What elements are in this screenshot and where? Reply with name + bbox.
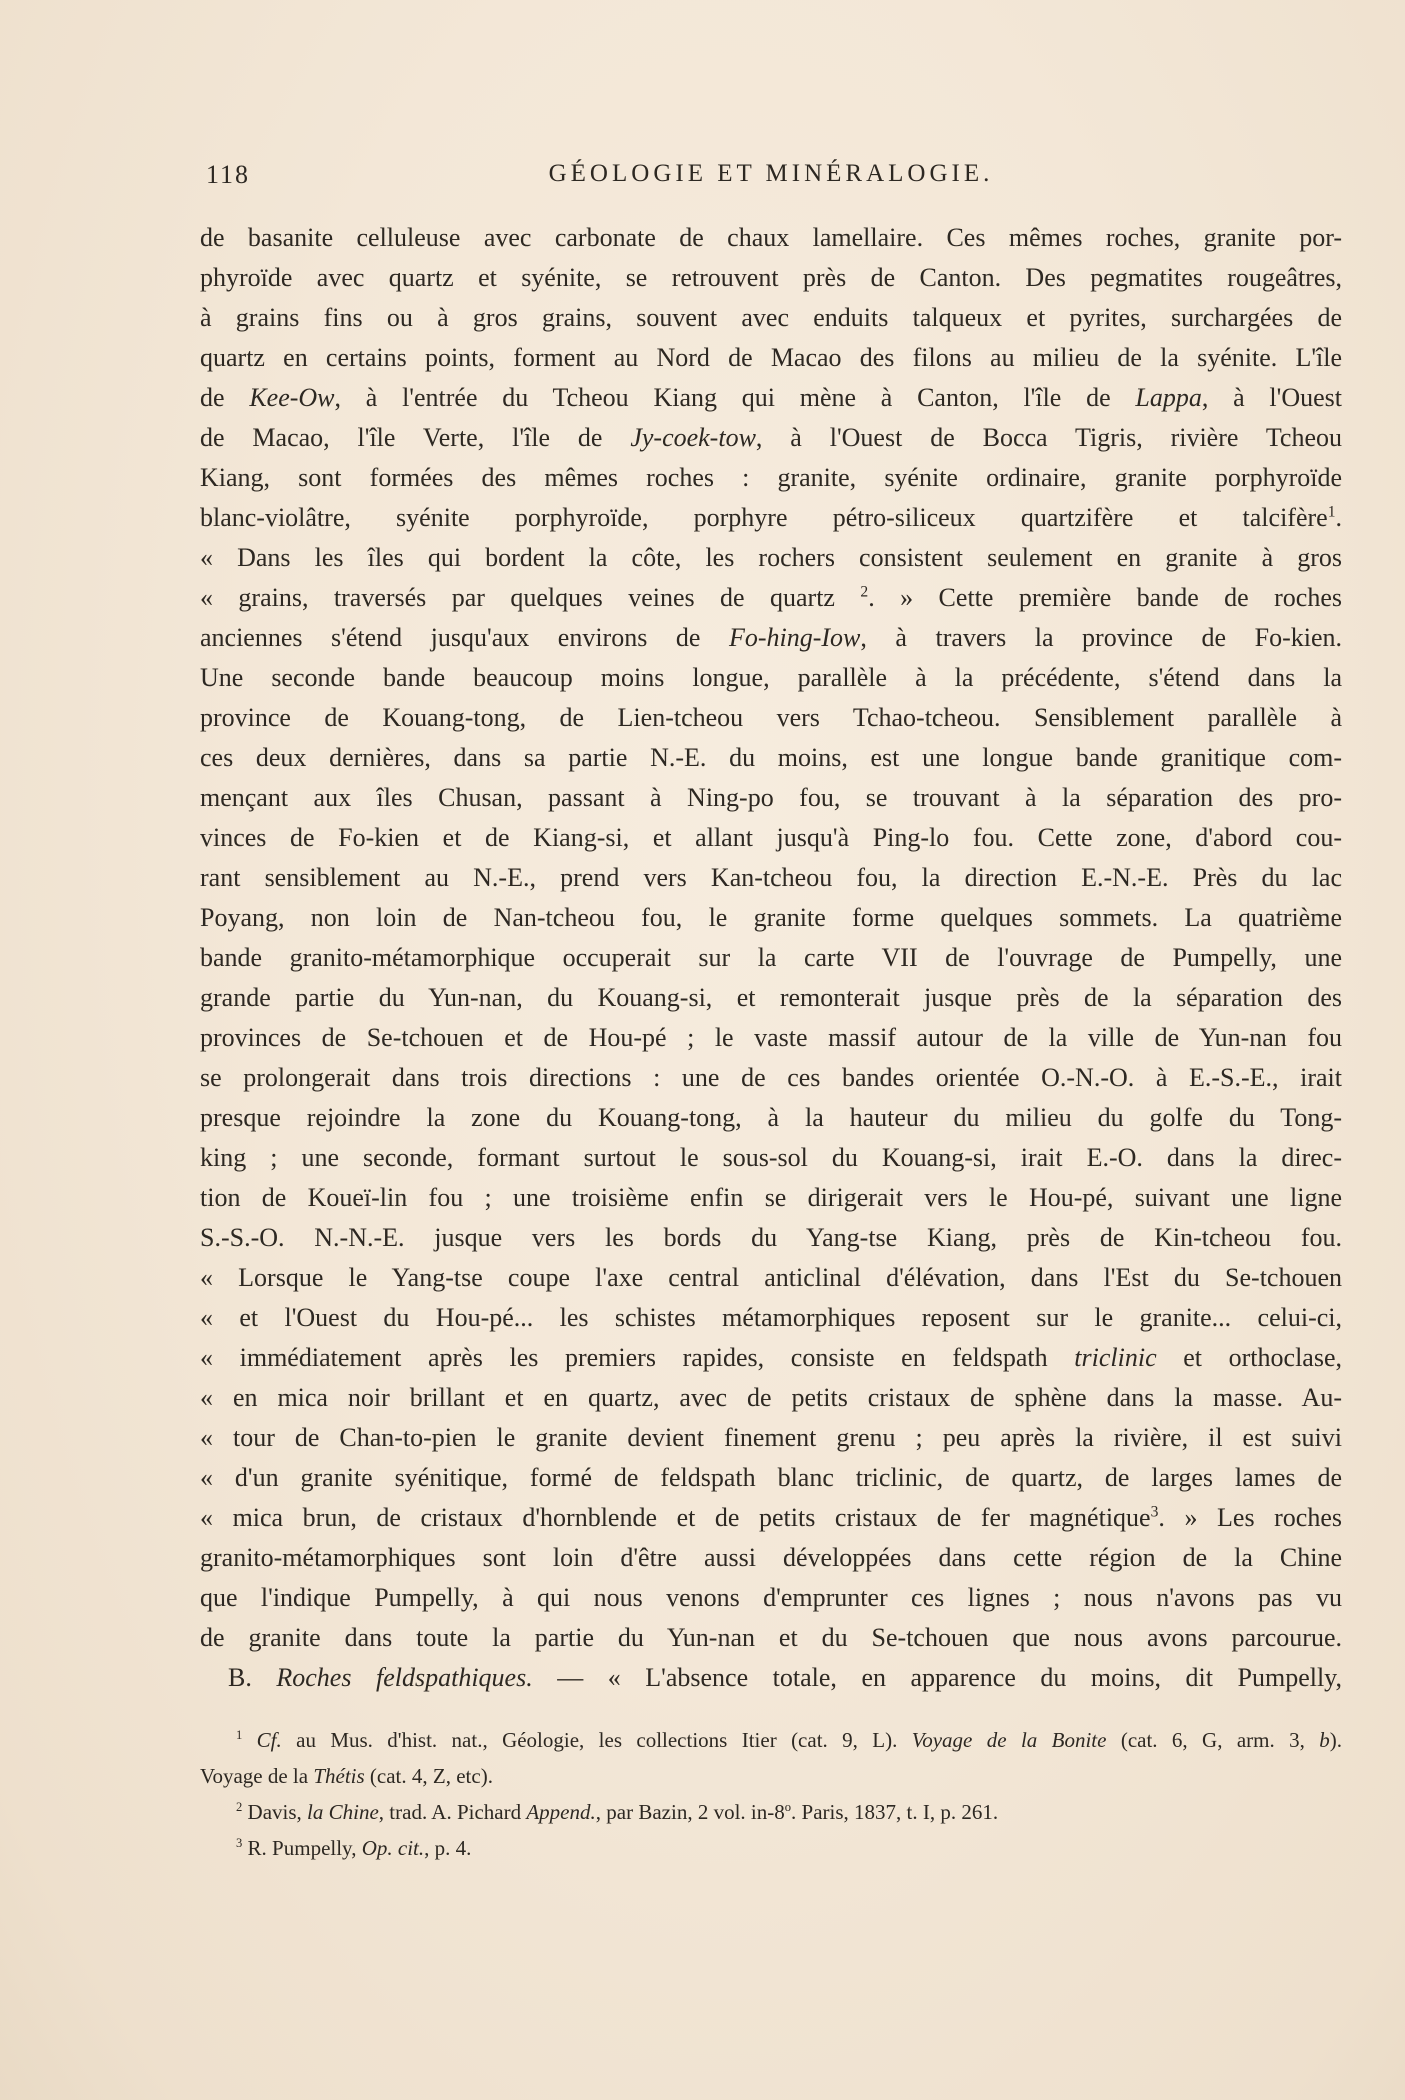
body-text-line bbox=[200, 1138, 1342, 1178]
footnote-reference: 3 bbox=[1150, 1503, 1159, 1521]
text-segment: à grains fins ou à gros grains, souvent avec enduits talqueux et pyrites, surchargées de bbox=[200, 303, 1342, 332]
body-text bbox=[200, 218, 1342, 1698]
text-segment: Jy-coek-tow bbox=[630, 423, 756, 452]
text-segment: province de Kouang-tong, de Lien-tcheou vers Tchao-tcheou. Sensiblement parallèle à bbox=[200, 703, 1342, 732]
body-text-line bbox=[200, 378, 1342, 418]
text-segment: Voyage de la bbox=[200, 1764, 314, 1788]
body-text-line bbox=[200, 418, 1342, 458]
text-segment: ces deux dernières, dans sa partie N.-E. du moins, est une longue bande granitique com- bbox=[200, 743, 1342, 772]
body-text-line bbox=[200, 1458, 1342, 1498]
text-segment: , à l'Ouest bbox=[1201, 383, 1342, 412]
text-segment: « et l'Ouest du Hou-pé... les schistes métamorphiques reposent sur le granite... celui-ci, bbox=[200, 1303, 1342, 1332]
body-text-line bbox=[200, 538, 1342, 578]
text-segment: « en mica noir brillant et en quartz, avec de petits cristaux de sphène dans la masse. Au- bbox=[200, 1383, 1342, 1412]
text-segment: R. Pumpelly, bbox=[242, 1836, 362, 1860]
text-segment: la Chine bbox=[307, 1800, 379, 1824]
body-text-line bbox=[200, 1058, 1342, 1098]
body-text-line bbox=[200, 338, 1342, 378]
footnotes bbox=[200, 1722, 1342, 1866]
text-segment: et orthoclase, bbox=[1156, 1343, 1342, 1372]
text-segment: Fo-hing-Iow bbox=[728, 623, 861, 652]
text-segment: , par Bazin, 2 vol. in-8 bbox=[595, 1800, 785, 1824]
text-segment: (cat. 4, Z, etc). bbox=[364, 1764, 493, 1788]
text-segment: Lappa bbox=[1135, 383, 1202, 412]
text-segment: « Lorsque le Yang-tse coupe l'axe central anticlinal d'élévation, dans l'Est du Se-tchouen bbox=[200, 1263, 1342, 1292]
text-segment: « tour de Chan-to-pien le granite devient finement grenu ; peu après la rivière, il est suivi bbox=[200, 1423, 1342, 1452]
body-text-line bbox=[200, 298, 1342, 338]
text-segment: . bbox=[1335, 503, 1342, 532]
text-segment: S.-S.-O. N.-N.-E. jusque vers les bords du Yang-tse Kiang, près de Kin-tcheou fou. bbox=[200, 1223, 1342, 1252]
body-text-line bbox=[200, 458, 1342, 498]
body-text-line bbox=[200, 778, 1342, 818]
text-segment: Op. cit. bbox=[361, 1836, 425, 1860]
body-text-line bbox=[200, 1418, 1342, 1458]
text-segment: Poyang, non loin de Nan-tcheou fou, le granite forme quelques sommets. La quatrième bbox=[200, 903, 1342, 932]
text-segment: b bbox=[1319, 1728, 1330, 1752]
text-segment: , trad. A. Pichard bbox=[378, 1800, 527, 1824]
body-text-line bbox=[200, 218, 1342, 258]
text-segment: Append. bbox=[526, 1800, 596, 1824]
text-segment: que l'indique Pumpelly, à qui nous venons d'emprunter ces lignes ; nous n'avons pas vu bbox=[200, 1583, 1342, 1612]
text-segment: Kiang, sont formées des mêmes roches : granite, syénite ordinaire, granite porphyroïde bbox=[200, 463, 1342, 492]
text-segment: ). bbox=[1329, 1728, 1342, 1752]
body-text-line bbox=[200, 1658, 1342, 1698]
text-segment: tion de Koueï-lin fou ; une troisième enfin se dirigerait vers le Hou-pé, suivant une ligne bbox=[200, 1183, 1342, 1212]
body-text-line bbox=[200, 1218, 1342, 1258]
body-text-line bbox=[200, 498, 1342, 538]
text-segment: « d'un granite syénitique, formé de feldspath blanc triclinic, de quartz, de larges lames de bbox=[200, 1463, 1342, 1492]
footnote-line bbox=[200, 1722, 1342, 1758]
body-text-line bbox=[200, 698, 1342, 738]
page-title: GÉOLOGIE ET MINÉRALOGIE. bbox=[548, 160, 994, 187]
text-segment: (cat. 6, G, arm. 3, bbox=[1106, 1728, 1320, 1752]
text-segment: de bbox=[200, 383, 250, 412]
text-block bbox=[200, 158, 1342, 1866]
body-text-line bbox=[200, 1018, 1342, 1058]
body-text-line bbox=[200, 1098, 1342, 1138]
text-segment: Voyage de la Bonite bbox=[911, 1728, 1107, 1752]
footnote-line bbox=[200, 1830, 1342, 1866]
text-segment: king ; une seconde, formant surtout le sous-sol du Kouang-si, irait E.-O. dans la direc- bbox=[200, 1143, 1342, 1172]
text-segment: grande partie du Yun-nan, du Kouang-si, et remonterait jusque près de la séparation des bbox=[200, 983, 1342, 1012]
body-text-line bbox=[200, 1298, 1342, 1338]
page-number: 118 bbox=[206, 160, 251, 189]
text-segment: au Mus. d'hist. nat., Géologie, les collections Itier (cat. 9, L). bbox=[281, 1728, 912, 1752]
body-text-line bbox=[200, 1378, 1342, 1418]
body-text-line bbox=[200, 1538, 1342, 1578]
body-text-line bbox=[200, 1178, 1342, 1218]
footnote-reference: 1 bbox=[1327, 503, 1336, 521]
text-segment: quartz en certains points, forment au Nord de Macao des filons au milieu de la syénite. L'île bbox=[200, 343, 1342, 372]
text-segment: provinces de Se-tchouen et de Hou-pé ; le vaste massif autour de la ville de Yun-nan fou bbox=[200, 1023, 1342, 1052]
text-segment: de granite dans toute la partie du Yun-nan et du Se-tchouen que nous avons parcourue. bbox=[200, 1623, 1342, 1652]
text-segment: phyroïde avec quartz et syénite, se retrouvent près de Canton. Des pegmatites rougeâtres, bbox=[200, 263, 1342, 292]
body-text-line bbox=[200, 1498, 1342, 1538]
text-segment: Kee-Ow bbox=[249, 383, 335, 412]
text-segment: mençant aux îles Chusan, passant à Ning-po fou, se trouvant à la séparation des pro- bbox=[200, 783, 1342, 812]
body-text-line bbox=[200, 578, 1342, 618]
text-segment: bande granito-métamorphique occuperait sur la carte VII de l'ouvrage de Pumpelly, une bbox=[200, 943, 1342, 972]
text-segment: , à l'Ouest de Bocca Tigris, rivière Tcheou bbox=[755, 423, 1342, 452]
footnote-reference: 2 bbox=[860, 583, 869, 601]
body-text-line bbox=[200, 978, 1342, 1018]
text-segment: — « L'absence totale, en apparence du moins, dit Pumpelly, bbox=[532, 1663, 1342, 1692]
body-text-line bbox=[200, 1338, 1342, 1378]
body-text-line bbox=[200, 1618, 1342, 1658]
text-segment: . Paris, 1837, t. I, p. 261. bbox=[791, 1800, 999, 1824]
text-segment: de Macao, l'île Verte, l'île de bbox=[200, 423, 631, 452]
text-segment: B. bbox=[228, 1663, 277, 1692]
text-segment: de basanite celluleuse avec carbonate de chaux lamellaire. Ces mêmes roches, granite por- bbox=[200, 223, 1342, 252]
body-text-line bbox=[200, 1578, 1342, 1618]
text-segment: Davis, bbox=[242, 1800, 308, 1824]
footnote-line bbox=[200, 1794, 1342, 1830]
body-text-line bbox=[200, 1258, 1342, 1298]
text-segment: granito-métamorphiques sont loin d'être aussi développées dans cette région de la Chine bbox=[200, 1543, 1342, 1572]
text-segment: , p. 4. bbox=[424, 1836, 472, 1860]
text-segment: , à l'entrée du Tcheou Kiang qui mène à Canton, l'île de bbox=[334, 383, 1136, 412]
text-segment: vinces de Fo-kien et de Kiang-si, et allant jusqu'à Ping-lo fou. Cette zone, d'abord cou- bbox=[200, 823, 1342, 852]
text-segment: presque rejoindre la zone du Kouang-tong, à la hauteur du milieu du golfe du Tong- bbox=[200, 1103, 1342, 1132]
footnote-reference: 3 bbox=[236, 1836, 243, 1850]
body-text-line bbox=[200, 658, 1342, 698]
footnote-line bbox=[200, 1758, 1342, 1794]
page-header bbox=[200, 158, 1342, 194]
body-text-line bbox=[200, 858, 1342, 898]
footnote-reference: o bbox=[784, 1800, 792, 1814]
body-text-line bbox=[200, 898, 1342, 938]
text-segment: triclinic bbox=[1074, 1343, 1157, 1372]
body-text-line bbox=[200, 258, 1342, 298]
body-text-line bbox=[200, 818, 1342, 858]
text-segment: . » Les roches bbox=[1158, 1503, 1342, 1532]
text-segment: , à travers la province de Fo-kien. bbox=[860, 623, 1342, 652]
text-segment: anciennes s'étend jusqu'aux environs de bbox=[200, 623, 729, 652]
text-segment: Cf. bbox=[256, 1728, 282, 1752]
footnote-reference: 2 bbox=[236, 1800, 243, 1814]
body-text-line bbox=[200, 938, 1342, 978]
text-segment: Une seconde bande beaucoup moins longue, parallèle à la précédente, s'étend dans la bbox=[200, 663, 1342, 692]
footnote-reference: 1 bbox=[236, 1728, 243, 1742]
body-text-line bbox=[200, 738, 1342, 778]
text-segment: « grains, traversés par quelques veines de quartz bbox=[200, 583, 861, 612]
text-segment: . » Cette première bande de roches bbox=[868, 583, 1342, 612]
text-segment: Roches feldspathiques. bbox=[276, 1663, 533, 1692]
text-segment: « immédiatement après les premiers rapides, consiste en feldspath bbox=[200, 1343, 1075, 1372]
body-text-line bbox=[200, 618, 1342, 658]
text-segment: rant sensiblement au N.-E., prend vers Kan-tcheou fou, la direction E.-N.-E. Près du lac bbox=[200, 863, 1342, 892]
text-segment: se prolongerait dans trois directions : une de ces bandes orientée O.-N.-O. à E.-S.-E., irait bbox=[200, 1063, 1342, 1092]
text-segment: « mica brun, de cristaux d'hornblende et de petits cristaux de fer magnétique bbox=[200, 1503, 1151, 1532]
text-segment: blanc-violâtre, syénite porphyroïde, porphyre pétro-siliceux quartzifère et talcifère bbox=[200, 503, 1328, 532]
text-segment bbox=[242, 1728, 256, 1752]
text-segment: « Dans les îles qui bordent la côte, les rochers consistent seulement en granite à gros bbox=[200, 543, 1342, 572]
text-segment: Thétis bbox=[313, 1764, 365, 1788]
